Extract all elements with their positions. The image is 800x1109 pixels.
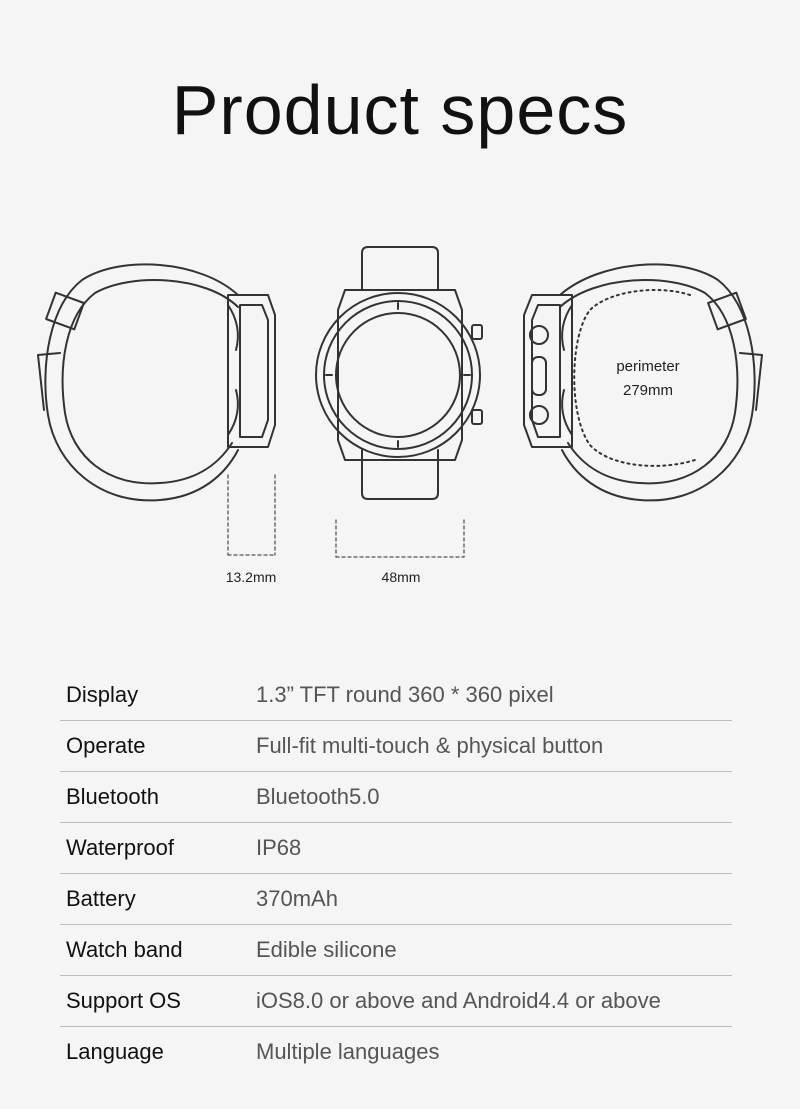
spec-row xyxy=(60,670,732,721)
spec-row xyxy=(60,1027,732,1077)
spec-row xyxy=(60,772,732,823)
spec-label: Language xyxy=(66,1039,164,1064)
spec-row xyxy=(60,925,732,976)
dimension-lines xyxy=(228,475,464,557)
spec-row xyxy=(60,823,732,874)
spec-label: Waterproof xyxy=(66,835,175,860)
spec-row xyxy=(60,721,732,772)
spec-label: Watch band xyxy=(66,937,183,962)
spec-label: Display xyxy=(66,682,139,707)
watch-front-view xyxy=(316,247,482,499)
spec-label: Bluetooth xyxy=(66,784,159,809)
page-title: Product specs xyxy=(171,71,629,149)
spec-value: Multiple languages xyxy=(256,1039,440,1064)
spec-label: Operate xyxy=(66,733,146,758)
spec-label: Battery xyxy=(66,886,136,911)
watch-side-view-left xyxy=(38,264,275,500)
spec-row xyxy=(60,874,732,925)
spec-table xyxy=(60,670,732,1077)
spec-label: Support OS xyxy=(66,988,181,1013)
perimeter-value: 279mm xyxy=(622,382,674,399)
perimeter-label: perimeter xyxy=(616,358,680,375)
spec-value: 370mAh xyxy=(256,886,338,911)
spec-value: iOS8.0 or above and Android4.4 or above xyxy=(256,988,661,1013)
spec-value: 1.3” TFT round 360 * 360 pixel xyxy=(256,682,554,707)
watch-diagram xyxy=(0,235,800,595)
spec-value: Bluetooth5.0 xyxy=(256,784,380,809)
width-label: 48mm xyxy=(381,569,421,585)
thickness-label: 13.2mm xyxy=(225,569,277,585)
spec-value: Edible silicone xyxy=(256,937,397,962)
spec-row xyxy=(60,976,732,1027)
spec-value: Full-fit multi-touch & physical button xyxy=(256,733,604,758)
spec-value: IP68 xyxy=(256,835,302,860)
